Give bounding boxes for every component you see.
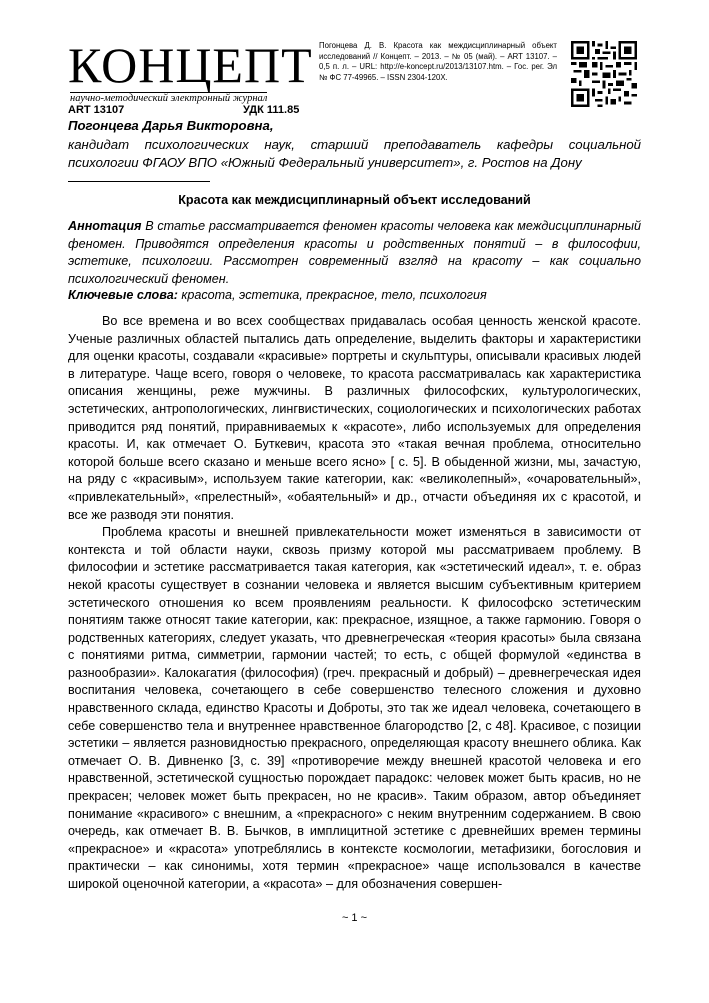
separator-rule (68, 181, 210, 182)
qr-code-icon (571, 41, 637, 107)
abstract (68, 218, 641, 289)
author-affiliation-line2: психологии ФГАОУ ВПО «Южный Федеральный университет», г. Ростов на Дону (68, 155, 582, 170)
logo-subtitle: научно-методический электронный журнал (70, 93, 268, 104)
keywords-label: Ключевые слова: (68, 288, 178, 302)
article-body (68, 313, 641, 894)
abstract-label: Аннотация (68, 219, 142, 233)
abstract-text: В статье рассматривается феномен красоты человека как междисциплинарный феномен. Приводятся определения красоты и родственных понятий – в философии, эстетике, психологии. Рассмотрен современный взгляд на красоту – как социально психологический феномен. (68, 219, 641, 287)
journal-logo (68, 37, 316, 104)
author-name: Погонцева Дарья Викторовна, (68, 118, 274, 133)
article-number: ART 13107 (68, 104, 125, 116)
page-number: ~ 1 ~ (341, 912, 368, 924)
author-affiliation-line1: кандидат психологических наук, старший преподаватель кафедры социальной (68, 137, 641, 152)
udk-code: УДК 111.85 (243, 104, 300, 116)
body-paragraph-2: Проблема красоты и внешней привлекательности может изменяться в зависимости от контекста и той области науки, сквозь призму которой мы рассматриваем проблему. В философии и эстетике рассматривается такая категория, как «эстетический идеал», т. е. образ некой красоты существует в сознании человека и является высшим субъективным критерием эстетического отношения ко всем проявлениям реальности. К философско эстетическим понятиям также относят такие категории, как: прекрасное, изящное, а также гармонию. Говоря о родственных категориях, следует указать, что древнегреческая «теория красоты» была связана с понятиями ритма, симметрии, гармонии частей; то есть, с общей формулой «единства в разнообразии». Калокагатия (философия) (греч. прекрасный и добрый) – древнегреческая идея воспитания человека, сочетающего в себе совершенство телесного сложения и духовно нравственного склада, единство Красоты и Доброты, это так же идеал человека, сочетающего в себе совершенство тела и внутреннее нравственное благородство [2, с 48]. Красивое, с позиции эстетики – является разновидностью прекрасного, определяющая красоту внешнего облика. Как отмечает О. В. Дивненко [3, с. 39] «противоречие между внешней красотой человека и его нравственной, эстетической сущностью порождает парадокс: человек может быть красив, но не прекрасен; человек может быть прекрасен, но не красив». Таким образом, автор объединяет понимание «красивого» с внешним, а «прекрасного» с неким внутренним содержанием. В свою очередь, как отмечает В. В. Бычков, в имплицитной эстетике с древнейших времен термины «прекрасное» и «красота» употреблялись в контексте космологии, метафизики, богословия и практически – как синонимы, хотя термин «прекрасное» чаще использовался в качестве широкой оценочной категории, а «красота» – для обозначения совершен- (68, 525, 641, 891)
article-title: Красота как междисциплинарный объект исследований (178, 193, 531, 207)
citation-block: Погонцева Д. В. Красота как междисциплинарный объект исследований // Концепт. – 2013. – № 05 (май). – ART 13107. – 0,5 п. л. – URL: http://e-koncept.ru/2013/13107.htm. – Гос. рег. Эл № ФС 77-49965. – ISSN 2304-120X. (319, 41, 557, 82)
logo-wordmark: КОНЦЕПТ (68, 37, 313, 93)
keywords-text: красота, эстетика, прекрасное, тело, психология (177, 288, 487, 302)
keywords (68, 287, 641, 305)
body-paragraph-1: Во все времена и во всех сообществах придавалась особая ценность женской красоте. Ученые различных областей пытались дать определение, выделить факторы и характеристики для оценки красоты, создавали «красивые» портреты и скульптуры, описывали красивых людей в литературе. Чаще всего, говоря о человеке, то красота рассматривалась как характеристика описания женщины, реже мужчины. В различных философских, культурологических, эстетических, антропологических, лингвистических, социологических и психологических работах приводится ряд понятий, приравниваемых к «красоте», либо используемых для определения красоты. И, как отмечает О. Буткевич, красота это «такая вечная проблема, относительно которой больше всего сказано и меньше всего ясно» [ с. 5]. В обыденной жизни, мы, зачастую, на ряду с «красивым», используем такие категории, как: «великолепный», «очаровательный», «привлекательный», «прелестный», «обаятельный» и др., отчасти объединяя их с красотой, и все же разводя эти понятия. (68, 314, 641, 522)
